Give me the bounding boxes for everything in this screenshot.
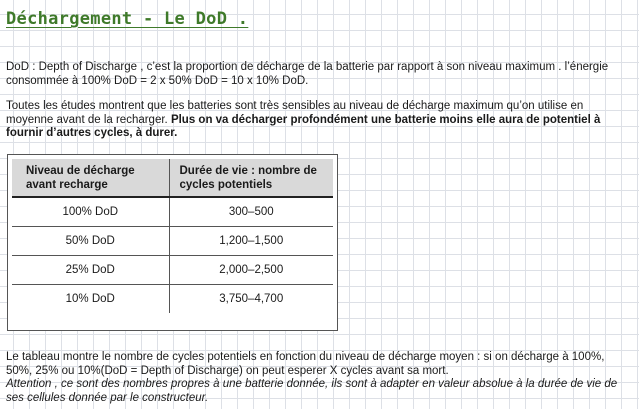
cycles-cell: 2,000–2,500: [169, 256, 333, 285]
dod-level-cell: 10% DoD: [12, 285, 169, 314]
sensitivity-bold-text: Plus on va décharger profondément une batterie moins elle aura de potentiel à fournir d’autres cycles, à durer.: [6, 113, 601, 139]
dod-level-cell: 100% DoD: [12, 197, 169, 227]
cycles-cell: 3,750–4,700: [219, 293, 284, 305]
table-row: [12, 285, 333, 314]
cycles-cell: 300–500: [169, 197, 333, 227]
dod-level-cell: 50% DoD: [12, 227, 169, 256]
header-discharge-level: Niveau de décharge avant recharge: [12, 159, 169, 197]
table-row: [12, 197, 333, 227]
attention-note: Attention , ce sont des nombres propres à une batterie donnée, ils sont à adapter en valeur absolue à la durée de vie de ses cellules donnée par le constructeur.: [6, 378, 618, 404]
dod-table-frame: [7, 154, 338, 331]
page-title: Déchargement - Le DoD .: [6, 9, 249, 29]
sensitivity-text: Toutes les études montrent que les batteries sont très sensibles au niveau de décharge maximum qu’on utilise en moyenne avant de la recharger.: [6, 100, 584, 126]
table-row: [12, 256, 333, 285]
dod-definition-paragraph: DoD : Depth of Discharge , c’est la proportion de décharge de la batterie par rapport à son niveau maximum . l’énergie consommée à 100% DoD = 2 x 50% DoD = 10 x 10% DoD.: [6, 61, 609, 87]
sensitivity-paragraph: [6, 100, 632, 141]
table-explanation-paragraph: [6, 351, 632, 405]
dod-cycles-table: [12, 159, 333, 313]
table-header-row: [12, 159, 333, 197]
table-explanation-text: Le tableau montre le nombre de cycles potentiels en fonction du niveau de décharge moyen : si on décharge à 100%, 50%, 25% ou 10%(DoD = Depth of Discharge) on peut esperer X cycles avant sa mort.: [6, 351, 605, 377]
cycles-cell: 1,200–1,500: [169, 227, 333, 256]
table-row: [12, 227, 333, 256]
header-cycle-life: Durée de vie : nombre de cycles potentiels: [169, 159, 333, 197]
dod-level-cell: 25% DoD: [12, 256, 169, 285]
